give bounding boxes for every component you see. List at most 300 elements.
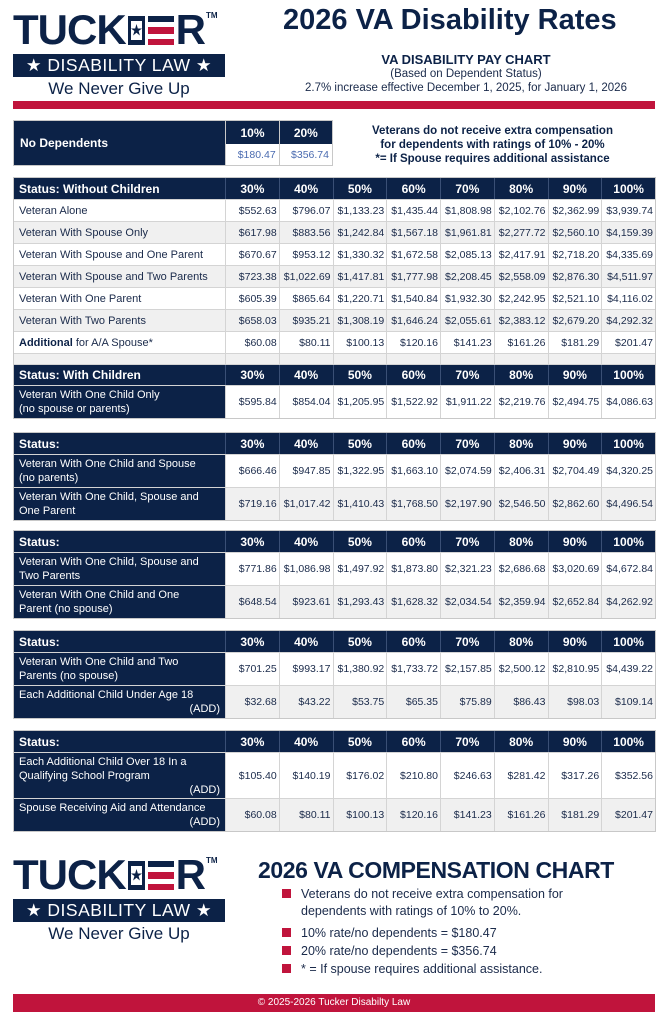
rate-value: $2,208.45 — [440, 266, 494, 287]
rate-value: $670.67 — [225, 244, 279, 265]
tucker-logo — [13, 6, 225, 99]
rate-value: $4,292.32 — [601, 310, 655, 331]
rating-column-header: 80% — [494, 433, 548, 454]
rating-column-header: 90% — [548, 531, 602, 552]
table-row — [14, 221, 655, 243]
rate-value: $1,961.81 — [440, 222, 494, 243]
rate-value: $993.17 — [279, 653, 333, 685]
spacer-cell — [14, 354, 225, 364]
row-label-main: Veteran With One Child and Spouse (no parents) — [19, 458, 196, 484]
rate-value: $2,074.59 — [440, 455, 494, 487]
rating-column-header: 40% — [279, 433, 333, 454]
dependent-status-note: (Based on Dependent Status) — [390, 68, 542, 80]
rating-column-header: 70% — [440, 531, 494, 552]
rating-column-header: 40% — [279, 631, 333, 652]
row-label-main: Veteran With Spouse and Two Parents — [19, 270, 208, 283]
row-label — [14, 586, 225, 618]
rating-column-header: 60% — [386, 531, 440, 552]
rate-value: $1,663.10 — [386, 455, 440, 487]
row-label — [14, 553, 225, 585]
table-row — [14, 309, 655, 331]
rate-value: $2,277.72 — [494, 222, 548, 243]
rating-column-header: 30% — [225, 731, 279, 752]
rating-column-header: 30% — [225, 178, 279, 199]
rating-column-header: 60% — [386, 631, 440, 652]
logo-wordmark — [13, 6, 225, 53]
rate-value: $4,672.84 — [601, 553, 655, 585]
rate-value: $100.13 — [333, 332, 387, 353]
row-label — [14, 244, 225, 265]
rate-value: $1,911.22 — [440, 386, 494, 418]
rate-value: $4,116.02 — [601, 288, 655, 309]
logo-text-right: R — [175, 6, 205, 53]
summary-text: * = If spouse requires additional assistance. — [301, 962, 543, 976]
rate-value: $2,055.61 — [440, 310, 494, 331]
row-label-main: Veteran With One Child and Two Parents (no spouse) — [19, 656, 179, 682]
rate-value: $701.25 — [225, 653, 279, 685]
rate-table — [13, 432, 656, 521]
row-label-text — [19, 801, 220, 815]
summary-item — [282, 961, 622, 978]
logo-text-right: R — [175, 851, 205, 898]
table-row — [14, 385, 655, 418]
rating-column-header: 90% — [548, 178, 602, 199]
row-label-main: Veteran With Spouse Only — [19, 226, 149, 239]
bullet-square-icon — [282, 889, 291, 898]
rating-column-header: 50% — [333, 631, 387, 652]
spacer-cell — [494, 354, 548, 364]
rating-column-header: 90% — [548, 433, 602, 454]
rate-value: $1,873.80 — [386, 553, 440, 585]
row-label-text — [19, 270, 220, 284]
status-header: Status: With Children — [19, 368, 141, 382]
rate-value: $356.74 — [291, 148, 329, 161]
rate-value: $86.43 — [494, 686, 548, 718]
note-line: *= If Spouse requires additional assistance — [375, 153, 610, 165]
rate-value: $595.84 — [225, 386, 279, 418]
rate-value: $4,159.39 — [601, 222, 655, 243]
rate-value: $796.07 — [279, 200, 333, 221]
add-marker: (ADD) — [189, 783, 220, 796]
status-header: Status: — [19, 634, 60, 649]
rate-value: $2,417.91 — [494, 244, 548, 265]
row-label-text — [19, 755, 220, 783]
rate-value: $1,133.23 — [333, 200, 387, 221]
table-row — [14, 265, 655, 287]
row-label — [14, 386, 225, 418]
rating-column-header: 70% — [440, 365, 494, 385]
note-line: Veterans do not receive extra compensation — [372, 125, 613, 137]
rate-value: $923.61 — [279, 586, 333, 618]
rate-value: $1,768.50 — [386, 488, 440, 520]
rate-value: $2,197.90 — [440, 488, 494, 520]
flag-icon — [128, 861, 174, 890]
rate-value: $181.29 — [548, 332, 602, 353]
row-label-main: Veteran With Spouse and One Parent — [19, 248, 204, 261]
rate-value: $4,320.25 — [601, 455, 655, 487]
spacer-cell — [440, 354, 494, 364]
rate-value: $1,086.98 — [279, 553, 333, 585]
row-label — [14, 200, 225, 221]
row-label-main: Veteran Alone — [19, 204, 88, 217]
bullet-square-icon — [282, 928, 291, 937]
logo-tagline: We Never Give Up — [48, 79, 190, 98]
add-marker: (ADD) — [189, 816, 220, 828]
rate-value: $1,567.18 — [386, 222, 440, 243]
tucker-logo — [13, 851, 225, 944]
row-label-text — [19, 292, 220, 306]
rate-value: $201.47 — [601, 332, 655, 353]
rating-column-header: 90% — [548, 365, 602, 385]
spacer-cell — [548, 354, 602, 364]
rate-value: $2,242.95 — [494, 288, 548, 309]
rating-column-header: 60% — [386, 365, 440, 385]
rate-value: $666.46 — [225, 455, 279, 487]
rating-column-header: 80% — [494, 365, 548, 385]
rating-column-header: 80% — [494, 731, 548, 752]
effective-date-note: 2.7% increase effective December 1, 2025, for January 1, 2026 — [305, 82, 627, 94]
row-label-text — [19, 248, 220, 262]
summary-list — [282, 886, 622, 979]
rating-column-header: 60% — [386, 731, 440, 752]
rating-column-header: 60% — [386, 433, 440, 454]
rate-value: $1,540.84 — [386, 288, 440, 309]
rate-value: $105.40 — [225, 753, 279, 798]
table-header-row — [14, 433, 655, 454]
rate-value: $3,020.69 — [548, 553, 602, 585]
rating-column-header: 70% — [440, 731, 494, 752]
table-row — [14, 454, 655, 487]
rate-value: $2,862.60 — [548, 488, 602, 520]
row-label-main: Spouse Receiving Aid and Attendance — [19, 802, 206, 814]
rate-value: $1,022.69 — [279, 266, 333, 287]
rate-value: $658.03 — [225, 310, 279, 331]
rating-column-header: 100% — [601, 178, 655, 199]
rate-value: $109.14 — [601, 686, 655, 718]
bullet-square-icon — [282, 946, 291, 955]
column-header: 20% — [280, 121, 332, 144]
rate-value: $1,672.58 — [386, 244, 440, 265]
spacer-cell — [601, 354, 655, 364]
trademark: TM — [206, 11, 218, 20]
rate-value: $2,359.94 — [494, 586, 548, 618]
spacer-cell — [225, 354, 279, 364]
summary-text: 10% rate/no dependents = $180.47 — [301, 926, 497, 940]
rate-value: $2,362.99 — [548, 200, 602, 221]
rate-value: $2,876.30 — [548, 266, 602, 287]
rate-value: $140.19 — [279, 753, 333, 798]
add-marker: (ADD) — [189, 703, 220, 715]
row-label-text — [19, 336, 220, 350]
rate-value: $2,157.85 — [440, 653, 494, 685]
rate-value: $2,718.20 — [548, 244, 602, 265]
rate-value: $43.22 — [279, 686, 333, 718]
spacer-cell — [333, 354, 387, 364]
rate-value: $352.56 — [601, 753, 655, 798]
row-label — [14, 222, 225, 243]
row-label-text — [19, 688, 220, 702]
row-label-main: Veteran With One Parent — [19, 292, 142, 305]
rate-value: $771.86 — [225, 553, 279, 585]
rate-value: $1,522.92 — [386, 386, 440, 418]
rate-value: $98.03 — [548, 686, 602, 718]
table-header-row — [14, 731, 655, 752]
table-row — [14, 552, 655, 585]
rate-value: $935.21 — [279, 310, 333, 331]
table-row — [14, 752, 655, 798]
spacer-cell — [279, 354, 333, 364]
spacer-row — [14, 353, 655, 364]
rate-value: $2,383.12 — [494, 310, 548, 331]
rate-value: $181.29 — [548, 799, 602, 831]
rate-value: $2,652.84 — [548, 586, 602, 618]
rating-column-header: 30% — [225, 631, 279, 652]
row-label-main: Each Additional Child Under Age 18 — [19, 689, 194, 701]
rate-value: $100.13 — [333, 799, 387, 831]
row-label — [14, 653, 225, 685]
row-label-main: Veteran With One Child and One Parent (no spouse) — [19, 589, 180, 615]
row-label-text — [19, 490, 220, 518]
rating-column-header: 50% — [333, 433, 387, 454]
row-label-text — [19, 314, 220, 328]
rate-value: $2,494.75 — [548, 386, 602, 418]
trademark: TM — [206, 856, 218, 865]
rating-column-header: 40% — [279, 531, 333, 552]
page-title: 2026 VA Disability Rates — [283, 4, 617, 36]
rate-value: $1,205.95 — [333, 386, 387, 418]
rating-column-header: 100% — [601, 631, 655, 652]
rate-value: $947.85 — [279, 455, 333, 487]
rate-value: $883.56 — [279, 222, 333, 243]
table-row — [14, 287, 655, 309]
table-header-row — [14, 178, 655, 199]
rate-value: $1,322.95 — [333, 455, 387, 487]
rating-column-header: 40% — [279, 731, 333, 752]
note-line: for dependents with ratings of 10% - 20% — [380, 139, 605, 151]
no-dependents-table — [13, 120, 333, 166]
row-label-main: Each Additional Child Over 18 In a Qualifying School Program — [19, 755, 187, 782]
rate-value: $1,308.19 — [333, 310, 387, 331]
logo-tagline: We Never Give Up — [48, 924, 190, 943]
summary-text: 20% rate/no dependents = $356.74 — [301, 944, 497, 958]
status-header: Status: — [19, 436, 60, 451]
rating-column-header: 80% — [494, 178, 548, 199]
rate-value: $1,435.44 — [386, 200, 440, 221]
row-label — [14, 753, 225, 798]
rate-value: $865.64 — [279, 288, 333, 309]
rating-column-header: 40% — [279, 365, 333, 385]
rate-value: $1,017.42 — [279, 488, 333, 520]
row-label — [14, 455, 225, 487]
rate-value: $617.98 — [225, 222, 279, 243]
logo-wordmark — [13, 851, 225, 898]
rate-value: $953.12 — [279, 244, 333, 265]
rating-column-header: 50% — [333, 365, 387, 385]
rate-value: $605.39 — [225, 288, 279, 309]
rate-value: $2,560.10 — [548, 222, 602, 243]
rate-value: $723.38 — [225, 266, 279, 287]
table-row — [14, 199, 655, 221]
no-dependents-label: No Dependents — [14, 121, 225, 165]
rate-value: $1,417.81 — [333, 266, 387, 287]
rate-value: $141.23 — [440, 799, 494, 831]
rate-value: $60.08 — [225, 799, 279, 831]
rate-table — [13, 530, 656, 619]
summary-item — [282, 886, 622, 920]
table-row — [14, 685, 655, 718]
rate-value: $161.26 — [494, 332, 548, 353]
rate-value: $317.26 — [548, 753, 602, 798]
status-header: Status: — [19, 734, 60, 749]
rating-column-header: 80% — [494, 631, 548, 652]
row-label-text — [19, 457, 220, 485]
rate-value: $854.04 — [279, 386, 333, 418]
rating-column-header: 70% — [440, 178, 494, 199]
row-label-text — [19, 555, 220, 583]
status-header: Status: — [19, 534, 60, 549]
rate-value: $80.11 — [279, 332, 333, 353]
rating-column-header: 30% — [225, 365, 279, 385]
logo-text-left: TUCK — [13, 851, 126, 898]
summary-item — [282, 925, 622, 942]
rate-value: $120.16 — [386, 332, 440, 353]
rate-value: $2,102.76 — [494, 200, 548, 221]
rate-value: $4,439.22 — [601, 653, 655, 685]
rating-column-header: 30% — [225, 433, 279, 454]
row-label — [14, 332, 225, 353]
spacer-cell — [386, 354, 440, 364]
table-row — [14, 243, 655, 265]
rating-column-header: 80% — [494, 531, 548, 552]
rating-column-header: 50% — [333, 178, 387, 199]
bullet-square-icon — [282, 964, 291, 973]
rate-value: $176.02 — [333, 753, 387, 798]
rate-value: $32.68 — [225, 686, 279, 718]
rating-column-header: 100% — [601, 365, 655, 385]
rate-value: $2,085.13 — [440, 244, 494, 265]
rate-value: $1,410.43 — [333, 488, 387, 520]
rating-column-header: 90% — [548, 631, 602, 652]
logo-subtitle: ★ DISABILITY LAW ★ — [13, 899, 225, 922]
rate-table — [13, 630, 656, 719]
rate-value: $1,497.92 — [333, 553, 387, 585]
rate-value: $1,293.43 — [333, 586, 387, 618]
summary-text: Veterans do not receive extra compensation for dependents with ratings of 10% to 20%. — [301, 887, 563, 918]
no-dependents-note — [340, 124, 645, 166]
rate-value: $4,496.54 — [601, 488, 655, 520]
row-label-main: Veteran With Two Parents — [19, 314, 146, 327]
rating-column-header: 40% — [279, 178, 333, 199]
table-header-row — [14, 531, 655, 552]
summary-item — [282, 943, 622, 960]
flag-icon — [128, 16, 174, 45]
rate-value: $4,086.63 — [601, 386, 655, 418]
table-row — [14, 585, 655, 618]
rate-value: $4,335.69 — [601, 244, 655, 265]
rating-column-header: 60% — [386, 178, 440, 199]
row-label — [14, 686, 225, 718]
row-label — [14, 488, 225, 520]
rate-value: $719.16 — [225, 488, 279, 520]
rate-value: $2,686.68 — [494, 553, 548, 585]
row-label — [14, 310, 225, 331]
rate-value: $4,262.92 — [601, 586, 655, 618]
compensation-chart-title: 2026 VA COMPENSATION CHART — [258, 857, 614, 883]
rate-value: $2,406.31 — [494, 455, 548, 487]
rate-value: $2,679.20 — [548, 310, 602, 331]
rate-value: $648.54 — [225, 586, 279, 618]
rate-value: $2,521.10 — [548, 288, 602, 309]
rate-table — [13, 177, 656, 419]
row-label-main: Veteran With One Child, Spouse and Two Parents — [19, 556, 199, 582]
row-label-text — [19, 204, 220, 218]
rate-value: $141.23 — [440, 332, 494, 353]
rate-value: $2,500.12 — [494, 653, 548, 685]
table-row — [14, 652, 655, 685]
table-header-row — [14, 631, 655, 652]
rate-value: $2,546.50 — [494, 488, 548, 520]
row-label-main: Veteran With One Child, Spouse and One Parent — [19, 491, 199, 517]
rate-value: $201.47 — [601, 799, 655, 831]
rate-value: $2,704.49 — [548, 455, 602, 487]
rate-value: $2,219.76 — [494, 386, 548, 418]
rating-column-header: 50% — [333, 731, 387, 752]
rate-value: $552.63 — [225, 200, 279, 221]
rate-value: $3,939.74 — [601, 200, 655, 221]
rate-value: $80.11 — [279, 799, 333, 831]
rate-value: $161.26 — [494, 799, 548, 831]
rate-value: $1,777.98 — [386, 266, 440, 287]
row-label-main: Veteran With One Child Only (no spouse or parents) — [19, 389, 160, 415]
table-row — [14, 331, 655, 353]
rate-value: $1,242.84 — [333, 222, 387, 243]
rate-value: $75.89 — [440, 686, 494, 718]
table-header-row — [14, 364, 655, 385]
logo-subtitle: ★ DISABILITY LAW ★ — [13, 54, 225, 77]
rate-value: $1,646.24 — [386, 310, 440, 331]
rate-value: $2,034.54 — [440, 586, 494, 618]
row-label-text — [19, 226, 220, 240]
rate-value: $210.80 — [386, 753, 440, 798]
rate-value: $120.16 — [386, 799, 440, 831]
row-label — [14, 266, 225, 287]
rate-value: $2,810.95 — [548, 653, 602, 685]
table-row — [14, 798, 655, 831]
rate-value: $2,558.09 — [494, 266, 548, 287]
rating-column-header: 100% — [601, 531, 655, 552]
rate-table — [13, 730, 656, 832]
rate-value: $1,330.32 — [333, 244, 387, 265]
rate-value: $1,932.30 — [440, 288, 494, 309]
rate-value: $2,321.23 — [440, 553, 494, 585]
rating-column-header: 30% — [225, 531, 279, 552]
rating-column-header: 100% — [601, 731, 655, 752]
row-label-main: for A/A Spouse* — [72, 336, 153, 349]
rate-value: $53.75 — [333, 686, 387, 718]
column-header: 10% — [226, 121, 278, 144]
row-label — [14, 288, 225, 309]
rating-column-header: 70% — [440, 631, 494, 652]
rate-value: $1,628.32 — [386, 586, 440, 618]
status-header: Status: Without Children — [19, 181, 160, 196]
rating-column-header: 100% — [601, 433, 655, 454]
rate-value: $246.63 — [440, 753, 494, 798]
rate-value: $281.42 — [494, 753, 548, 798]
rate-value: $60.08 — [225, 332, 279, 353]
rate-value: $180.47 — [237, 148, 276, 161]
rate-value: $4,511.97 — [601, 266, 655, 287]
rate-value: $1,380.92 — [333, 653, 387, 685]
